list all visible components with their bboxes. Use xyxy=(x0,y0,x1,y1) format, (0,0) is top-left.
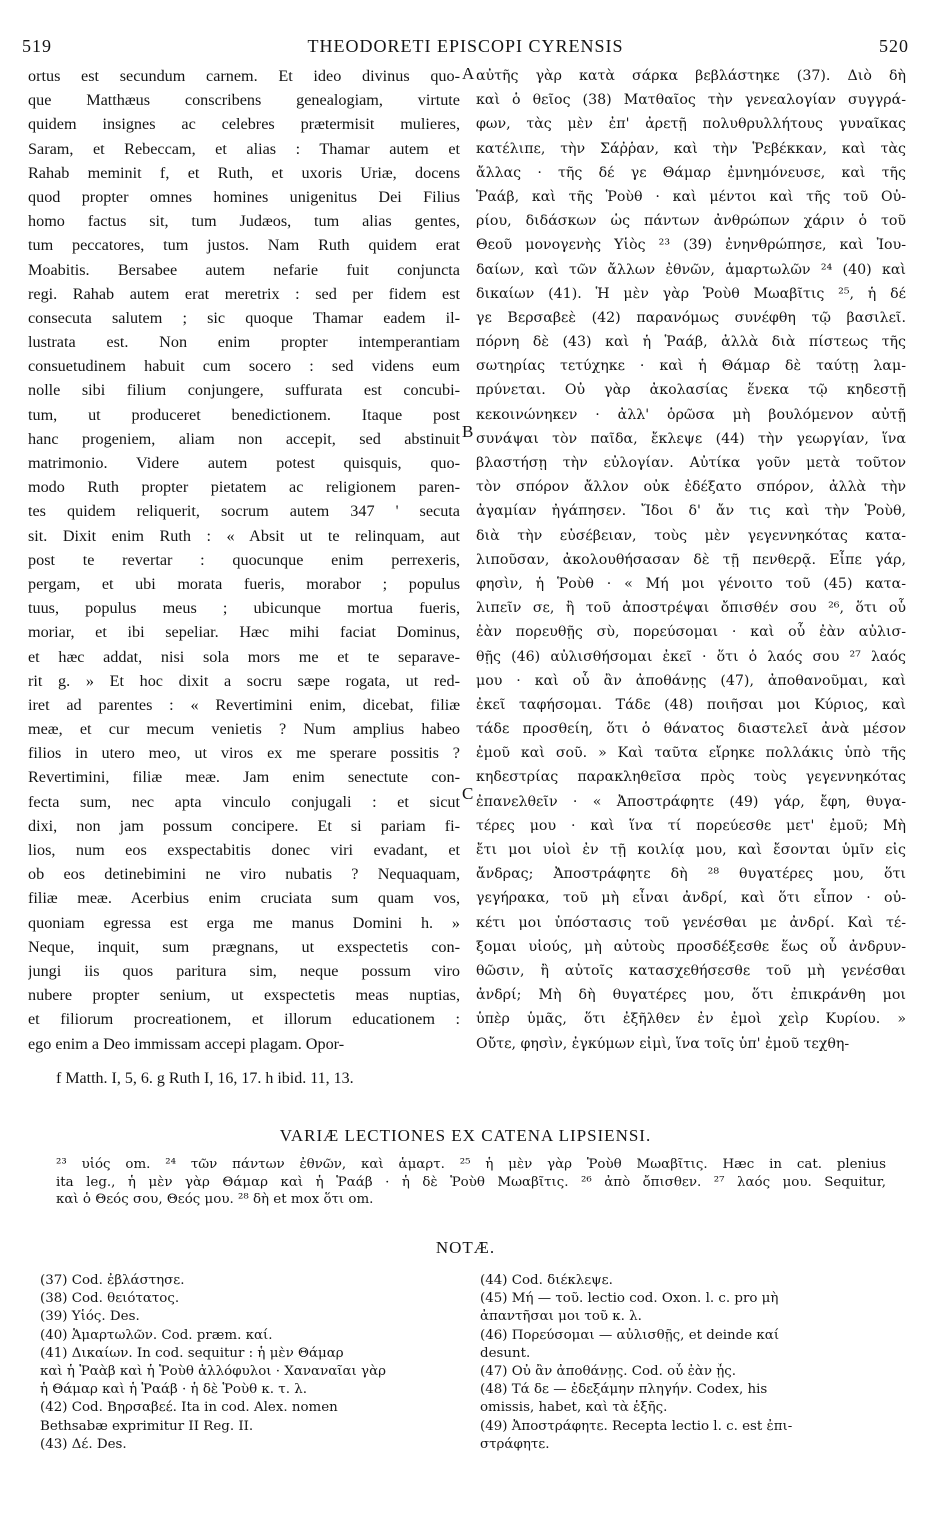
note-line: omissis, habet, καὶ τὰ ἑξῆς. xyxy=(480,1400,668,1416)
greek-text-line: κεκοινώνηκεν · ἀλλ' ὁρῶσα μὴ βουλόμενον αὐτῇ xyxy=(476,406,906,423)
latin-text-line: nubere propter senium, ut exspectetis meas nuptias, xyxy=(28,986,460,1005)
variae-title: VARIÆ LECTIONES EX CATENA LIPSIENSI. xyxy=(279,1126,652,1145)
greek-text-line: Ῥαάβ, καὶ τῆς Ῥοὺθ · καὶ μέντοι καὶ τῆς τοῦ Οὐ- xyxy=(476,188,906,205)
running-title: THEODORETI EPISCOPI CYRENSIS xyxy=(307,36,624,56)
latin-text-line: tum, ut produceret benedictionem. Itaque post xyxy=(28,405,460,424)
greek-text-line: καὶ ὁ θεῖος (38) Ματθαῖος τὴν γενεαλογίαν συγγρά- xyxy=(476,92,906,109)
greek-text-line: αὐτῆς γὰρ κατὰ σάρκα βεβλάστηκε (37). Διὸ δὴ xyxy=(476,68,906,84)
variae-line: καὶ ὁ Θεός σου, Θεός μου. ²⁸ δὴ et mox ὅτι om. xyxy=(56,1192,374,1207)
note-line: (37) Cod. ἐβλάστησε. xyxy=(40,1273,185,1288)
greek-text-line: ἀγαμίαν ἠγάπησεν. Ἴδοι δ' ἄν τις καὶ τὴν Ῥοὺθ, xyxy=(476,503,906,520)
greek-text-line: φων, τὰς μὲν ἐπ' ἀρετῇ πολυθρυλλήτους γυναῖκας xyxy=(476,116,906,133)
latin-text-line: quidem insignes ac celebres prætermisit mulieres, xyxy=(28,115,460,134)
running-header xyxy=(22,36,909,62)
greek-text-line: Θεοῦ μονογενὴς Υἱὸς ²³ (39) ἐνηνθρώπησε, καὶ Ἰου- xyxy=(476,237,906,254)
page-number-right: 520 xyxy=(879,36,909,56)
latin-column xyxy=(28,64,460,1056)
note-line: (46) Πορεύσομαι — αὐλισθῇς, et deinde καί xyxy=(480,1327,780,1343)
latin-text-line: lios, num eos exspectabitis donec viri evadant, et xyxy=(28,841,460,859)
note-line: (42) Cod. Βηρσαβεέ. Ita in cod. Alex. nomen xyxy=(40,1400,338,1416)
notae-right-column xyxy=(480,1272,900,1454)
latin-text-line: homo factus sit, tum Judæos, tum alias gentes, xyxy=(28,212,460,231)
note-line: καὶ ἡ Ῥαὰβ καὶ ἡ Ῥοὺθ ἀλλόφυλοι · Χαναναῖαι γὰρ xyxy=(40,1363,386,1379)
variae-line: ita leg., ἡ μὲν γὰρ Θάμαρ καὶ ἡ Ῥαάβ · ἡ δὲ Ῥοὺθ Μωαβῖτις. ²⁶ ἀπὸ ὄπισθεν. ²⁷ λαός μου. Sequitur, xyxy=(56,1174,886,1190)
page-number-left: 519 xyxy=(22,36,52,56)
latin-text-line: matrimonio. Videre autem potest quisquis, quo- xyxy=(28,454,460,472)
latin-text-line: tum peccatores, tum justos. Nam Ruth quidem erat xyxy=(28,236,460,255)
greek-text-line: δικαίων (41). Ἡ μὲν γὰρ Ῥοὺθ Μωαβῖτις ²⁵, ἡ δέ xyxy=(476,285,906,302)
latin-text-line: quoniam egressa est erga me manus Domini h. » xyxy=(28,913,460,932)
greek-text-line: πρύνεται. Οὐ γὰρ ἀκολασίας ἕνεκα τῷ κηδεστῇ xyxy=(476,382,906,399)
note-line: (48) Τά δε — ἐδεξάμην πληγήν. Codex, his xyxy=(480,1382,768,1398)
latin-footnotes: f Matth. I, 5, 6. g Ruth I, 16, 17. h ibid. 11, 13. xyxy=(56,1070,354,1087)
greek-text-line: τὸν σπόρον ἄλλον οὐκ ἐδέξατο σπόρον, ἀλλὰ τὴν xyxy=(476,479,906,496)
note-line: desunt. xyxy=(480,1345,531,1361)
latin-text-line: Neque, inquit, sum prægnans, ut exspectetis con- xyxy=(28,937,460,956)
greek-text-line: βλαστήσῃ τὴν εὐλογίαν. Αὐτίκα γοῦν μετὰ τοῦτον xyxy=(476,455,906,471)
greek-text-line: θῶσιν, ἢ αὐτοῖς κατασχεθήσεσθε τοῦ μὴ γενέσθαι xyxy=(476,962,906,979)
greek-text-line: κέτι μοι ὑπόστασις τοῦ γενέσθαι με ἀνδρί. Καὶ τέ- xyxy=(476,914,906,931)
note-line: (49) Ἀποστράφητε. Recepta lectio l. c. est ἐπι- xyxy=(480,1418,793,1434)
note-line: (41) Δικαίων. In cod. sequitur : ἡ μὲν Θάμαρ xyxy=(40,1345,344,1361)
greek-text-line: ἄλλας · τῆς δέ γε Θάμαρ ἐμνημόνευσε, καὶ τῆς xyxy=(476,164,906,181)
greek-text-line: τάδε προσθείη, ὅτι ὁ θάνατος διαστελεῖ ἀνὰ μέσον xyxy=(476,721,906,738)
margin-letter-b: B xyxy=(462,422,474,441)
latin-text-line: hanc progeniem, aliam non accepit, sed abstinuit xyxy=(28,429,460,448)
greek-text-line: σωτηρίας τετύχηκε · καὶ ἡ Θάμαρ δὲ ταύτῃ λαμ- xyxy=(476,358,906,375)
note-line: (44) Cod. διέκλεψε. xyxy=(480,1273,613,1288)
greek-text-line: συνάψαι τὸν παῖδα, ἔκλεψε (44) τὴν γεωργίαν, ἵνα xyxy=(476,430,906,447)
greek-text-line: τέρες μου · καὶ ἵνα τί πορεύεσθε μετ' ἐμοῦ; Μὴ xyxy=(476,817,906,834)
greek-text-line: ἐμοῦ καὶ σοῦ. » Καὶ ταῦτα εἴρηκε πολλάκις ὑπὸ τῆς xyxy=(476,745,906,762)
greek-text-line: πόρνη δὲ (43) καὶ ἡ Ῥαάβ, ἀλλὰ διὰ πίστεως τῆς xyxy=(476,334,906,351)
latin-text-line: lustrata est. Non enim propter intemperantiam xyxy=(28,333,460,352)
latin-text-line: regi. Rahab autem erat meretrix : sed per fidem est xyxy=(28,284,460,303)
note-line: ἀπαντῆσαι μοι τοῦ κ. λ. xyxy=(480,1309,642,1325)
greek-text-line: λιποῦσαν, ἀκολουθήσασαν δὲ τῇ πενθερᾷ. Εἶπε γάρ, xyxy=(476,551,906,568)
greek-text-line: γεγήρακα, τοῦ μὴ εἶναι ἀνδρί, καὶ ὅτι εἶπον · οὐ- xyxy=(476,890,906,907)
latin-text-line: tuus, populus meus ; ubicunque mortua fueris, xyxy=(28,599,460,618)
latin-text-line: et hæc addat, nisi sola mors me et te separave- xyxy=(28,647,460,666)
latin-text-line: iret ad parentes : « Revertimini enim, dicebat, filiæ xyxy=(28,695,460,714)
notae-left-column xyxy=(40,1272,460,1454)
greek-text-line: γε Βερσαβεὲ (42) παρανόμως συνέφθη τῷ βασιλεῖ. xyxy=(476,309,906,326)
latin-text-line: sit. Dixit enim Ruth : « Absit ut te relinquam, aut xyxy=(28,526,460,545)
note-line: (40) Ἁμαρτωλῶν. Cod. præm. καί. xyxy=(40,1327,273,1343)
latin-text-line: tes quidem reliquerit, socrum autem 347 ' secuta xyxy=(28,502,460,521)
latin-text-line: Revertimini, filiæ meæ. Jam enim senectute con- xyxy=(28,768,460,787)
latin-text-line: rit g. » Et hoc dixit a socru sæpe rogata, ut red- xyxy=(28,671,460,690)
note-line: (38) Cod. θειότατος. xyxy=(40,1291,180,1307)
greek-text-line: κηδεστρίας παρακληθεῖσα πρὸς τοὺς γεγεννηκότας xyxy=(476,769,906,786)
variae-lectiones xyxy=(56,1156,886,1209)
greek-text-line: κατέλιπε, τὴν Σάῤῥαν, καὶ τὴν Ῥεβέκκαν, καὶ τὰς xyxy=(476,140,906,157)
latin-text-line: Saram, et Rebeccam, et alias : Thamar autem et xyxy=(28,139,460,158)
greek-text-line: ἀνδρί; Μὴ δὴ θυγατέρες μου, ὅτι ἐπικράνθη μοι xyxy=(476,987,906,1004)
greek-text-line: διὰ τὴν εὐσέβειαν, τοὺς μὲν γεγεννηκότας κατα- xyxy=(476,527,906,544)
margin-letter-c: C xyxy=(462,784,474,803)
latin-text-line: Rahab meminit f, et Ruth, et uxoris Uriæ, docens xyxy=(28,163,460,182)
latin-text-line: quod propter omnes homines unigenitus Dei Filius xyxy=(28,187,460,206)
greek-text-line: μου · καὶ οὗ ἂν ἀποθάνῃς (47), ἀποθανοῦμαι, καὶ xyxy=(476,672,906,689)
note-line: (45) Μή — τοῦ. lectio cod. Oxon. l. c. pro μὴ xyxy=(480,1291,779,1307)
latin-text-line: filiæ meæ. Acerbius enim cruciata sum quam vos, xyxy=(28,889,460,908)
greek-text-line: ἔτι μοι υἱοὶ ἐν τῇ κοιλίᾳ μου, καὶ ἔσονται ὑμῖν εἰς xyxy=(476,842,906,858)
margin-letter-a: A xyxy=(462,64,475,83)
latin-text-line: dixi, non jam possum concipere. Et si pariam fi- xyxy=(28,816,460,835)
greek-text-line: ρίου, διδάσκων ὡς πάντων ἀνθρώπων χάριν ὁ τοῦ xyxy=(476,213,906,230)
latin-text-line: ego enim a Deo immissam accepi plagam. Opor- xyxy=(28,1034,345,1053)
latin-text-line: jungi iis quos paritura sim, neque possum viro xyxy=(28,961,460,980)
latin-text-line: fecta sum, nec apta vinculo conjugali : et sicut xyxy=(28,792,460,811)
latin-text-line: modo Ruth propter pietatem ac religionem paren- xyxy=(28,478,460,497)
greek-column xyxy=(476,64,906,1056)
latin-text-line: post te revertar : quocunque enim perrexeris, xyxy=(28,550,460,569)
greek-text-line: φησὶν, ἡ Ῥοὺθ · « Μή μοι γένοιτο τοῦ (45) κατα- xyxy=(476,575,906,592)
note-line: (39) Υἱός. Des. xyxy=(40,1309,140,1325)
latin-text-line: pergam, et ubi morata fueris, morabor ; populus xyxy=(28,574,460,593)
greek-text-line: ἐπανελθεῖν · « Ἀποστράφητε (49) γάρ, ἔφη, θυγα- xyxy=(476,793,906,810)
notae-title: NOTÆ. xyxy=(435,1238,496,1257)
note-line: ἡ Θάμαρ καὶ ἡ Ῥαάβ · ἡ δὲ Ῥοὺθ κ. τ. λ. xyxy=(40,1382,307,1398)
note-line: (43) Δέ. Des. xyxy=(40,1436,127,1452)
greek-text-line: ὑπὲρ ὑμᾶς, ὅτι ἐξῆλθεν ἐν ἐμοὶ χεὶρ Κυρίου. » xyxy=(476,1011,906,1028)
greek-text-line: δαίων, καὶ τῶν ἄλλων ἐθνῶν, ἁμαρτωλῶν ²⁴ (40) καὶ xyxy=(476,261,906,278)
note-line: στράφητε. xyxy=(480,1436,550,1452)
note-line: (47) Οὐ ἂν ἀποθάνῃς. Cod. οὗ ἐὰν ᾖς. xyxy=(480,1363,736,1379)
variae-line: ²³ υἱός om. ²⁴ τῶν πάντων ἐθνῶν, καὶ ἁμαρτ. ²⁵ ἡ μὲν γὰρ Ῥοὺθ Μωαβῖτις. Hæc in cat. plenius xyxy=(56,1157,886,1172)
greek-text-line: ἄνδρας; Ἀποστράφητε δὴ ²⁸ θυγατέρες μου, ὅτι xyxy=(476,866,906,883)
latin-text-line: ortus est secundum carnem. Et ideo divinus quo- xyxy=(28,67,460,85)
greek-text-line: θῇς (46) αὐλισθήσομαι ἐκεῖ · ὅτι ὁ λαός σου ²⁷ λαός xyxy=(476,648,906,665)
latin-text-line: moriar, et ibi sepeliar. Hæc mihi faciat Dominus, xyxy=(28,623,460,642)
greek-text-line: Οὔτε, φησὶν, ἐγκύμων εἰμὶ, ἵνα τοῖς ὑπ' ἐμοῦ τεχθη- xyxy=(476,1035,850,1052)
latin-text-line: consuetudinem habuit cum socero : sed videns eum xyxy=(28,357,460,376)
note-line: Bethsabæ exprimitur II Reg. II. xyxy=(40,1418,254,1434)
greek-text-line: ἐὰν πορευθῇς σὺ, πορεύσομαι · καὶ οὗ ἐὰν αὐλισ- xyxy=(476,624,906,641)
latin-text-line: et filiorum procreationem, et illorum educationem : xyxy=(28,1010,460,1029)
latin-text-line: nolle sibi filium conjungere, suffurata est concubi- xyxy=(28,381,460,400)
latin-text-line: que Matthæus conscribens genealogiam, virtute xyxy=(28,91,460,110)
latin-text-line: Moabitis. Bersabee autem nefarie fuit conjuncta xyxy=(28,260,460,279)
latin-text-line: meæ, et cur mecum venietis ? Num amplius habeo xyxy=(28,720,460,739)
greek-text-line: ξομαι υἱούς, μὴ αὐτοὺς προσδέξεσθε ἕως οὗ ἀνδρυν- xyxy=(476,938,906,955)
greek-text-line: ἐκεῖ ταφήσομαι. Τάδε (48) ποιῆσαι μοι Κύριος, καὶ xyxy=(476,696,906,713)
latin-text-line: ob eos detinebimini ne viro nubatis ? Nequaquam, xyxy=(28,865,460,884)
greek-text-line: λιπεῖν σε, ἢ τοῦ ἀποστρέψαι ὄπισθέν σου ²⁶, ὅτι οὗ xyxy=(476,600,906,617)
latin-text-line: filios in utero meo, ut viros ex me sperare possitis ? xyxy=(28,744,460,763)
latin-text-line: consecuta salutem ; sic quoque Thamar eadem il- xyxy=(28,308,460,327)
